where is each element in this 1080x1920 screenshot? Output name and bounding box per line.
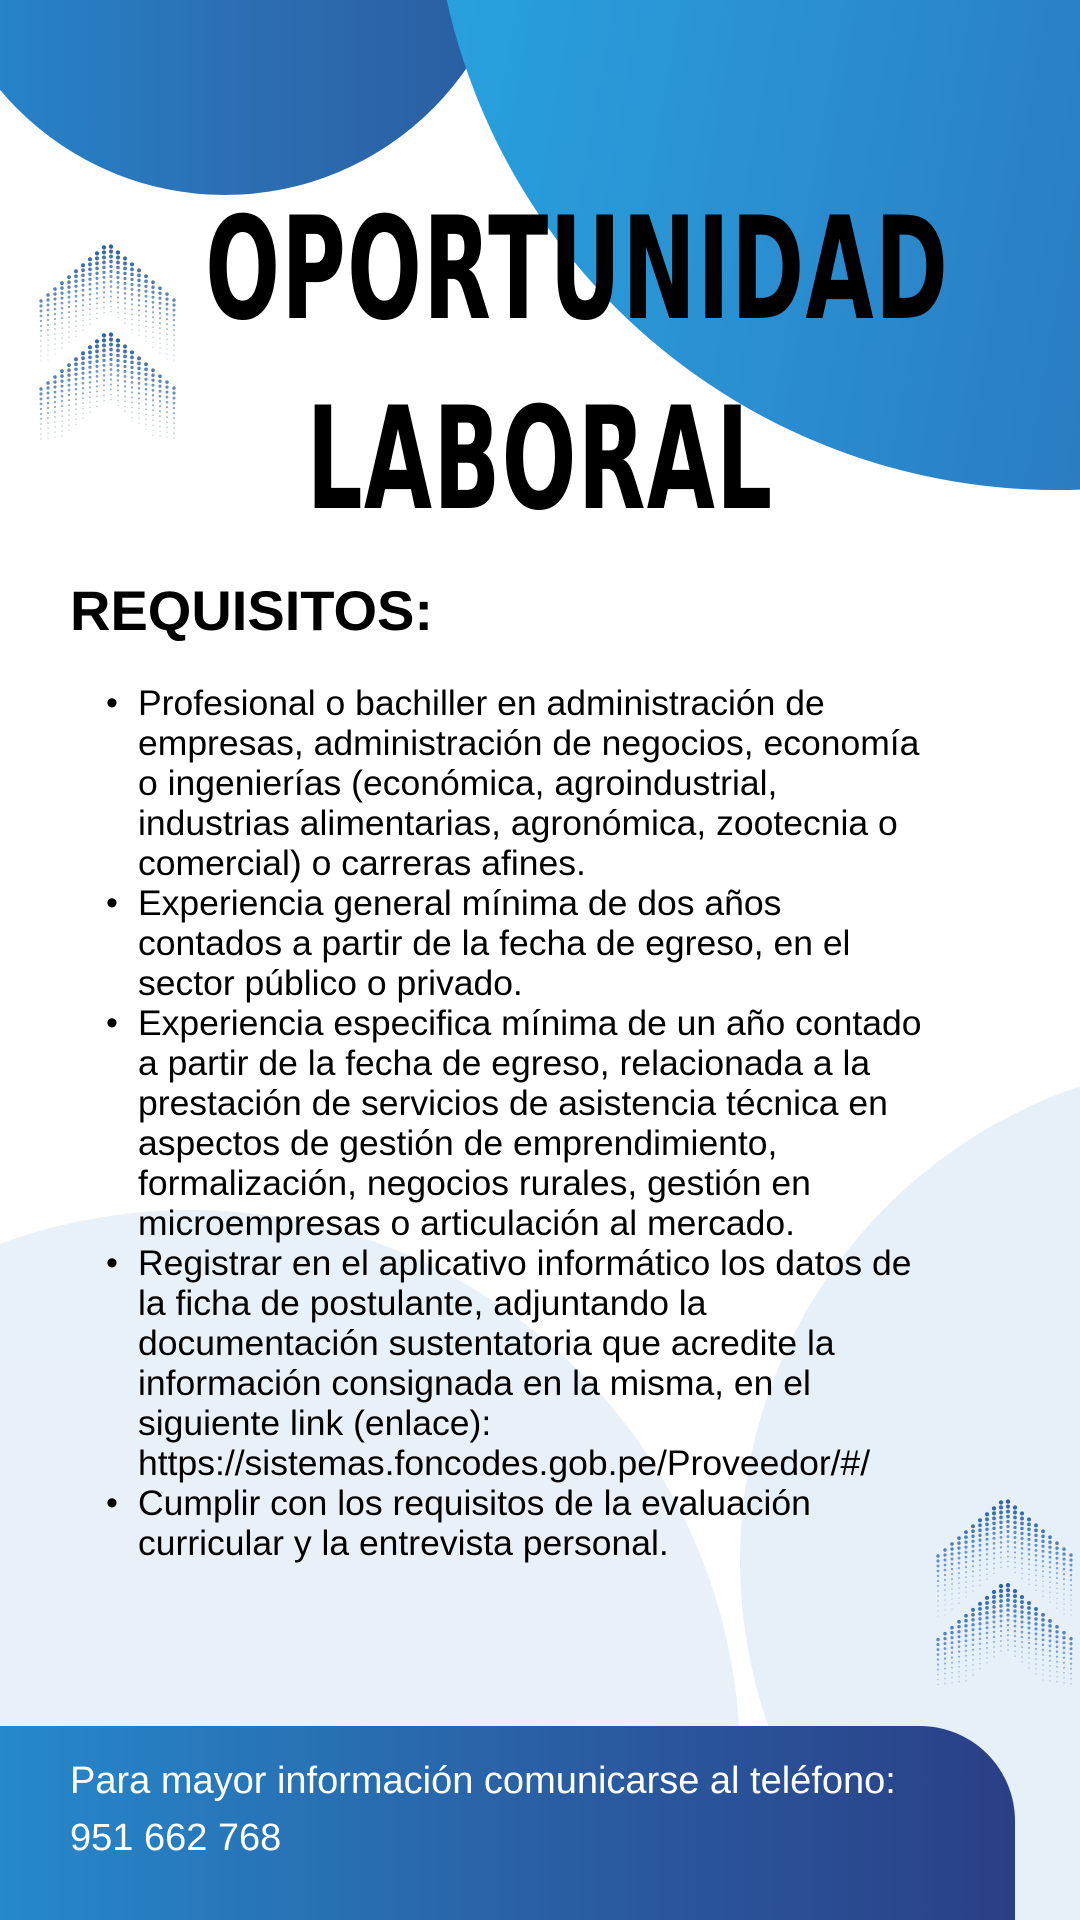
requirement-line: a partir de la fecha de egreso, relacionada a la: [138, 1043, 871, 1083]
requirement-line: • Experiencia general mínima de dos años: [138, 883, 782, 923]
contact-phone-number[interactable]: 951 662 768: [70, 1817, 282, 1859]
title-line-2: LABORAL: [306, 377, 774, 542]
requirement-line: aspectos de gestión de emprendimiento,: [138, 1123, 778, 1163]
requirement-line: contados a partir de la fecha de egreso, en el: [138, 923, 851, 963]
requirement-line: siguiente link (enlace):: [138, 1403, 492, 1443]
requirement-line: curricular y la entrevista personal.: [138, 1523, 669, 1563]
requirement-line: prestación de servicios de asistencia técnica en: [138, 1083, 888, 1123]
title-line-1: OPORTUNIDAD: [205, 187, 950, 352]
requirement-line: • Experiencia especifica mínima de un año contado: [138, 1003, 922, 1043]
requirement-item: [138, 1483, 1018, 1563]
requirement-line: industrias alimentarias, agronómica, zootecnia o: [138, 803, 898, 843]
requirement-item: [138, 883, 1018, 1003]
requirement-line: documentación sustentatoria que acredite la: [138, 1323, 835, 1363]
requirement-line: • Cumplir con los requisitos de la evaluación: [138, 1483, 811, 1523]
requirement-line: formalización, negocios rurales, gestión en: [138, 1163, 811, 1203]
requirements-heading: REQUISITOS:: [70, 579, 434, 642]
decorative-circle-top-left: [0, 0, 520, 195]
requirement-line: • Profesional o bachiller en administración de: [138, 683, 825, 723]
requirement-item: [138, 1003, 1018, 1243]
requirement-line: información consignada en la misma, en el: [138, 1363, 811, 1403]
requirement-line: la ficha de postulante, adjuntando la: [138, 1283, 707, 1323]
contact-info-text: Para mayor información comunicarse al teléfono:: [70, 1760, 896, 1802]
requirement-item: [138, 683, 1018, 883]
requirement-line: empresas, administración de negocios, economía: [138, 723, 920, 763]
requirement-line: • Registrar en el aplicativo informático los datos de: [138, 1243, 912, 1283]
requirement-item: [138, 1243, 1018, 1483]
requirement-line: sector público o privado.: [138, 963, 523, 1003]
requirement-line: microempresas o articulación al mercado.: [138, 1203, 796, 1243]
requirement-line: comercial) o carreras afines.: [138, 843, 586, 883]
requirement-line[interactable]: https://sistemas.foncodes.gob.pe/Proveedor/#/: [138, 1443, 871, 1483]
requirements-list: [138, 683, 1018, 1563]
page-title: [0, 175, 1080, 555]
requirement-line: o ingenierías (económica, agroindustrial,: [138, 763, 778, 803]
footer-contact-text: [70, 1753, 1010, 1867]
